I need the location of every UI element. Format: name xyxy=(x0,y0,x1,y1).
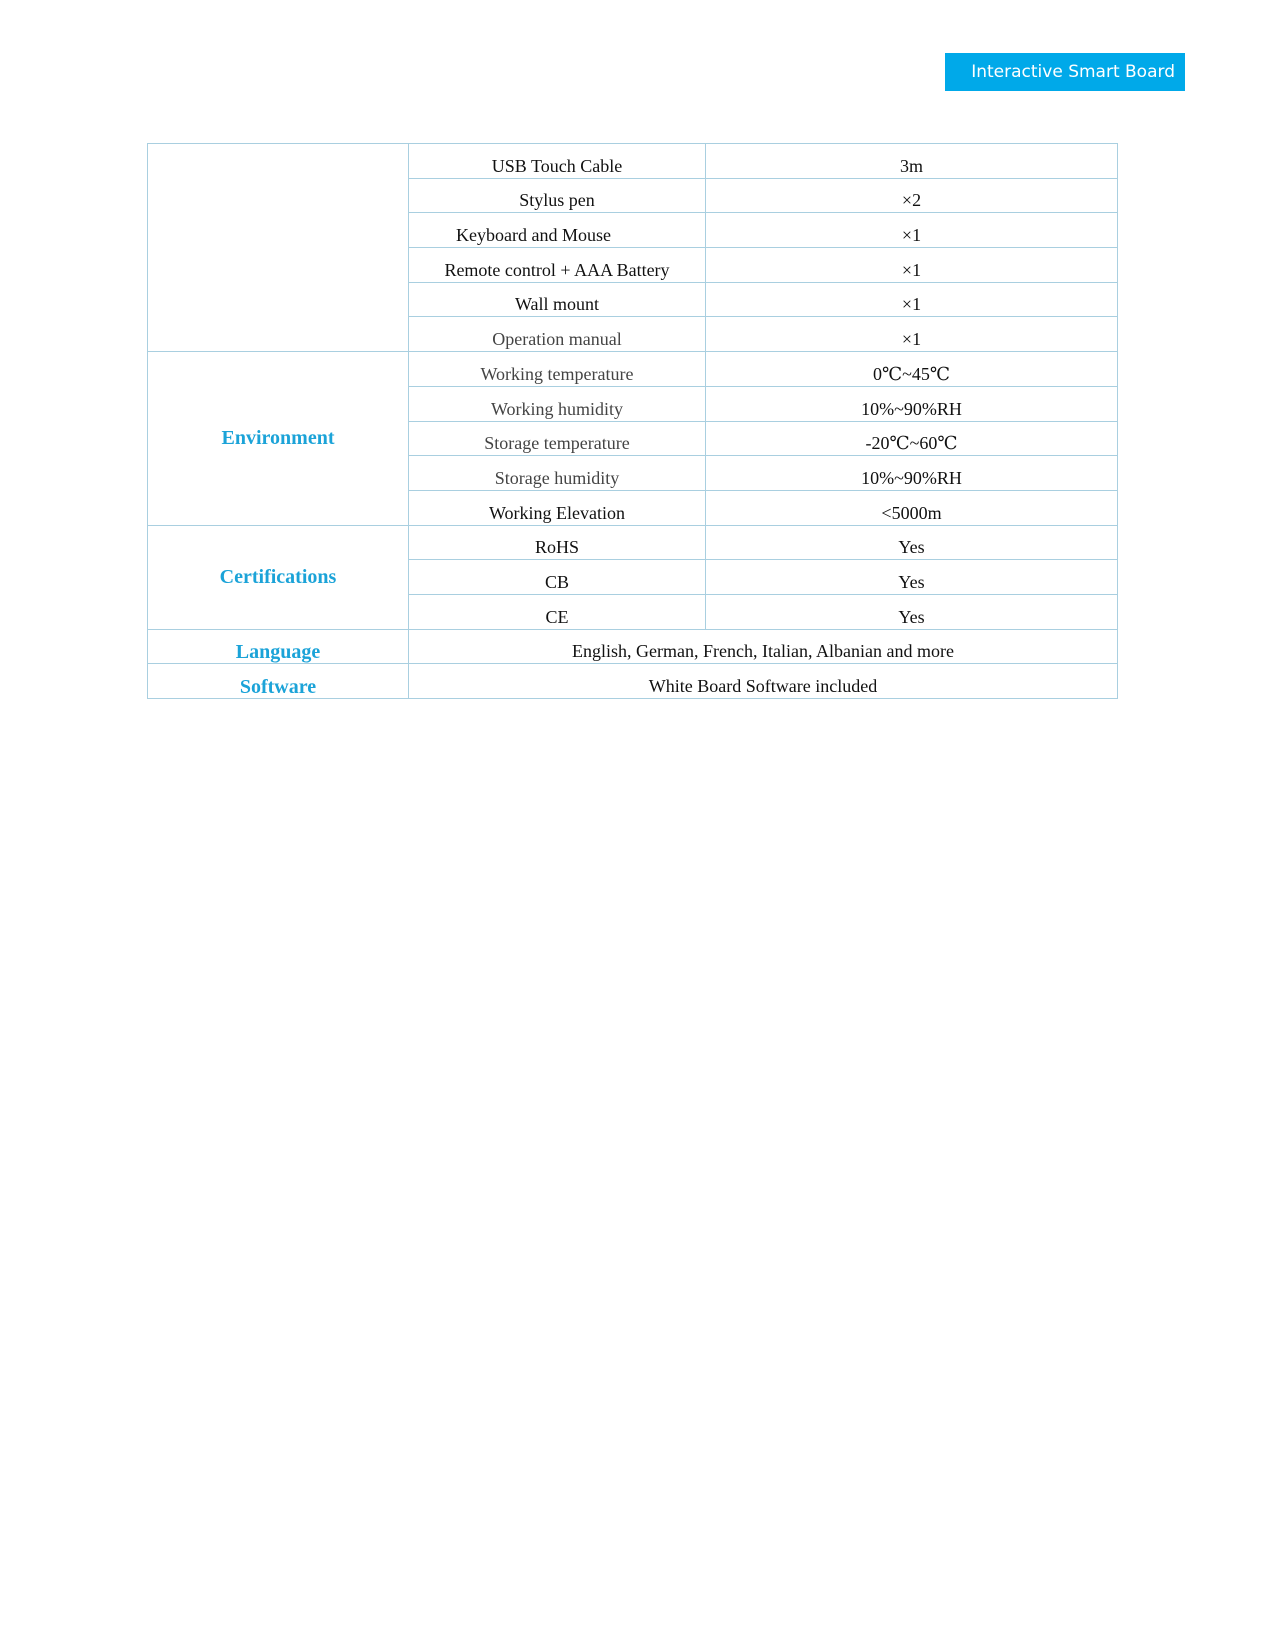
spec-value: ×1 xyxy=(706,317,1118,352)
category-accessories xyxy=(148,144,409,352)
spec-item: Storage humidity xyxy=(409,456,706,491)
spec-value: ×1 xyxy=(706,248,1118,283)
spec-value: Yes xyxy=(706,525,1118,560)
spec-item: CE xyxy=(409,594,706,629)
spec-item: Operation manual xyxy=(409,317,706,352)
spec-value: -20℃~60℃ xyxy=(706,421,1118,456)
language-value: English, German, French, Italian, Albanian and more xyxy=(409,629,1118,664)
spec-item: Working humidity xyxy=(409,386,706,421)
category-software: Software xyxy=(148,664,409,699)
document-header-title: Interactive Smart Board xyxy=(945,53,1185,91)
spec-value: Yes xyxy=(706,560,1118,595)
spec-value: Yes xyxy=(706,594,1118,629)
spec-value: 10%~90%RH xyxy=(706,456,1118,491)
spec-item: RoHS xyxy=(409,525,706,560)
table-row xyxy=(148,144,1118,179)
spec-item: Stylus pen xyxy=(409,178,706,213)
spec-item: Working Elevation xyxy=(409,490,706,525)
spec-item: CB xyxy=(409,560,706,595)
spec-value: ×1 xyxy=(706,282,1118,317)
specification-table xyxy=(147,143,1118,699)
category-certifications: Certifications xyxy=(148,525,409,629)
category-environment: Environment xyxy=(148,352,409,525)
spec-value: <5000m xyxy=(706,490,1118,525)
spec-value: 10%~90%RH xyxy=(706,386,1118,421)
spec-item: Wall mount xyxy=(409,282,706,317)
category-language: Language xyxy=(148,629,409,664)
spec-item: Storage temperature xyxy=(409,421,706,456)
table-row xyxy=(148,352,1118,387)
spec-value: ×2 xyxy=(706,178,1118,213)
spec-item: Keyboard and Mouse xyxy=(409,213,706,248)
spec-item: USB Touch Cable xyxy=(409,144,706,179)
spec-value: ×1 xyxy=(706,213,1118,248)
table-row xyxy=(148,629,1118,664)
spec-item: Remote control + AAA Battery xyxy=(409,248,706,283)
spec-value: 3m xyxy=(706,144,1118,179)
spec-value: 0℃~45℃ xyxy=(706,352,1118,387)
table-row xyxy=(148,525,1118,560)
table-row xyxy=(148,664,1118,699)
spec-item: Working temperature xyxy=(409,352,706,387)
software-value: White Board Software included xyxy=(409,664,1118,699)
